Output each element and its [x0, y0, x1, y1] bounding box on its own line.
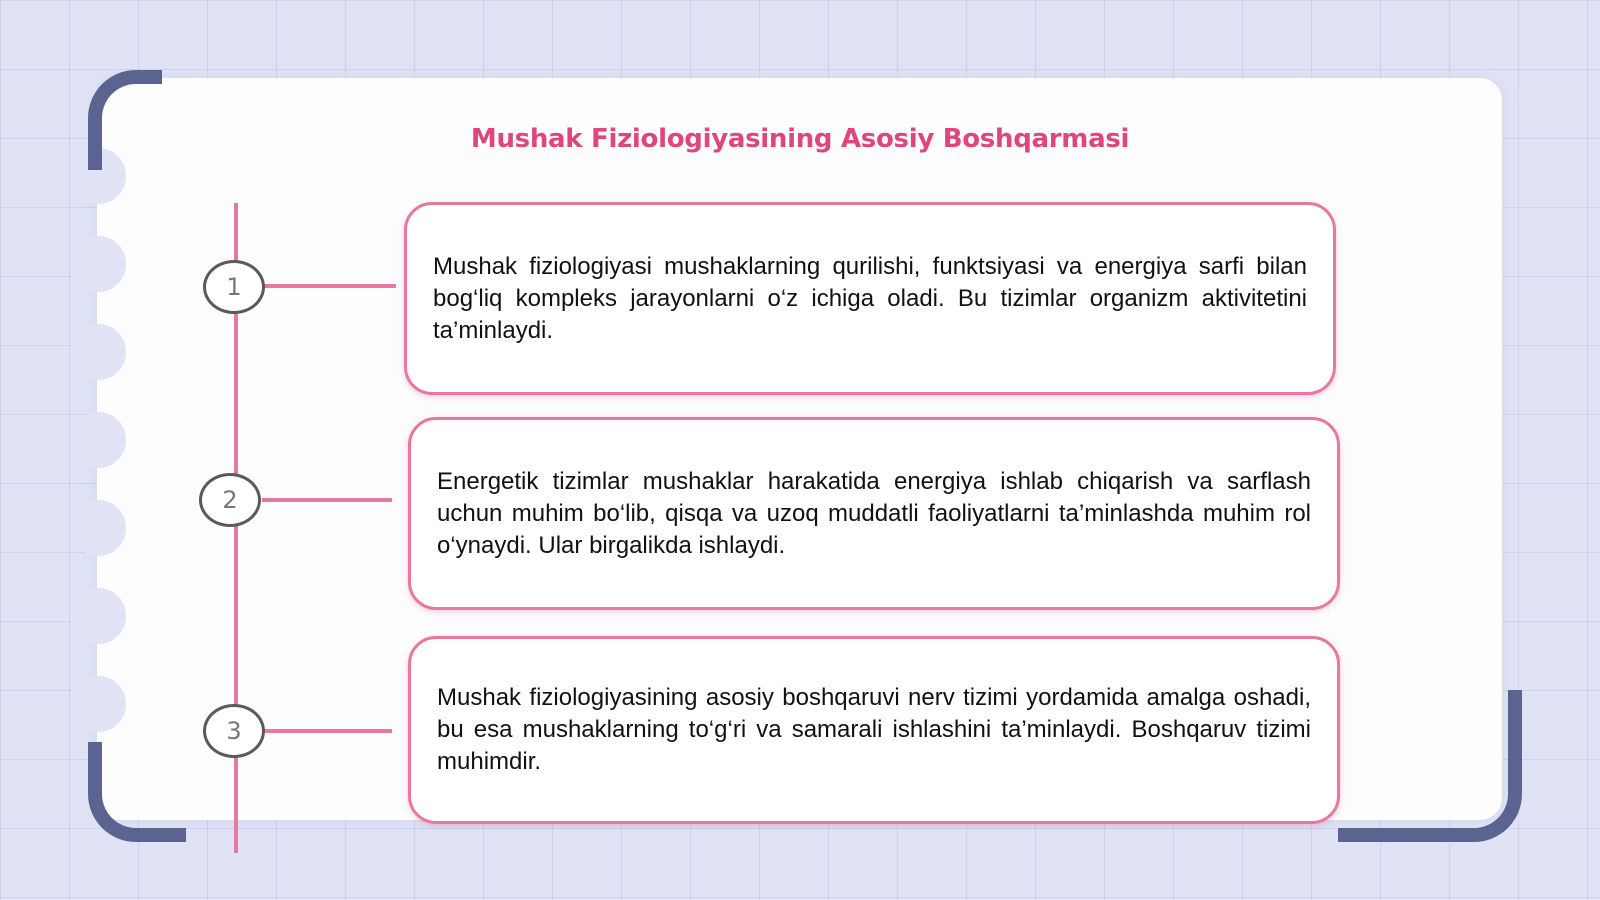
corner-bracket-bottom-left — [88, 742, 186, 842]
timeline-connector — [264, 729, 392, 733]
corner-bracket-bottom-right — [1338, 690, 1522, 842]
card-text: Mushak fiziologiyasining asosiy boshqaruvi nerv tizimi yordamida amalga oshadi, bu esa mushaklarning to‘g‘ri va samarali ishlashini ta’minlaydi. Boshqaruv tizimi muhimdir. — [437, 684, 1311, 775]
step-number-circle: 1 — [203, 260, 265, 314]
content-card — [408, 636, 1340, 824]
timeline-connector — [264, 284, 396, 288]
paper-edge-scallop — [70, 500, 126, 556]
content-card — [404, 202, 1336, 395]
paper-edge-scallop — [70, 236, 126, 292]
card-text: Mushak fiziologiyasi mushaklarning qurilishi, funktsiyasi va energiya sarfi bilan bog‘liq kompleks jarayonlarni o‘z ichiga oladi. Bu tizimlar organizm aktivitetini ta’minlaydi. — [433, 252, 1307, 344]
content-card — [408, 417, 1340, 610]
paper-edge-scallop — [70, 324, 126, 380]
step-number-circle: 3 — [203, 704, 265, 758]
paper-edge-scallop — [70, 588, 126, 644]
paper-edge-scallop — [70, 412, 126, 468]
card-text: Energetik tizimlar mushaklar harakatida energiya ishlab chiqarish va sarflash uchun muhim bo‘lib, qisqa va uzoq muddatli faoliyatlarni ta’minlashda muhim rol o‘ynaydi. Ular birgalikda ishlaydi. — [437, 467, 1311, 559]
slide-title: Mushak Fiziologiyasining Asosiy Boshqarmasi — [470, 124, 1130, 154]
paper-edge-scallop — [70, 676, 126, 732]
step-number-circle: 2 — [199, 473, 261, 527]
timeline-connector — [262, 498, 392, 502]
corner-bracket-top-left — [88, 70, 162, 170]
